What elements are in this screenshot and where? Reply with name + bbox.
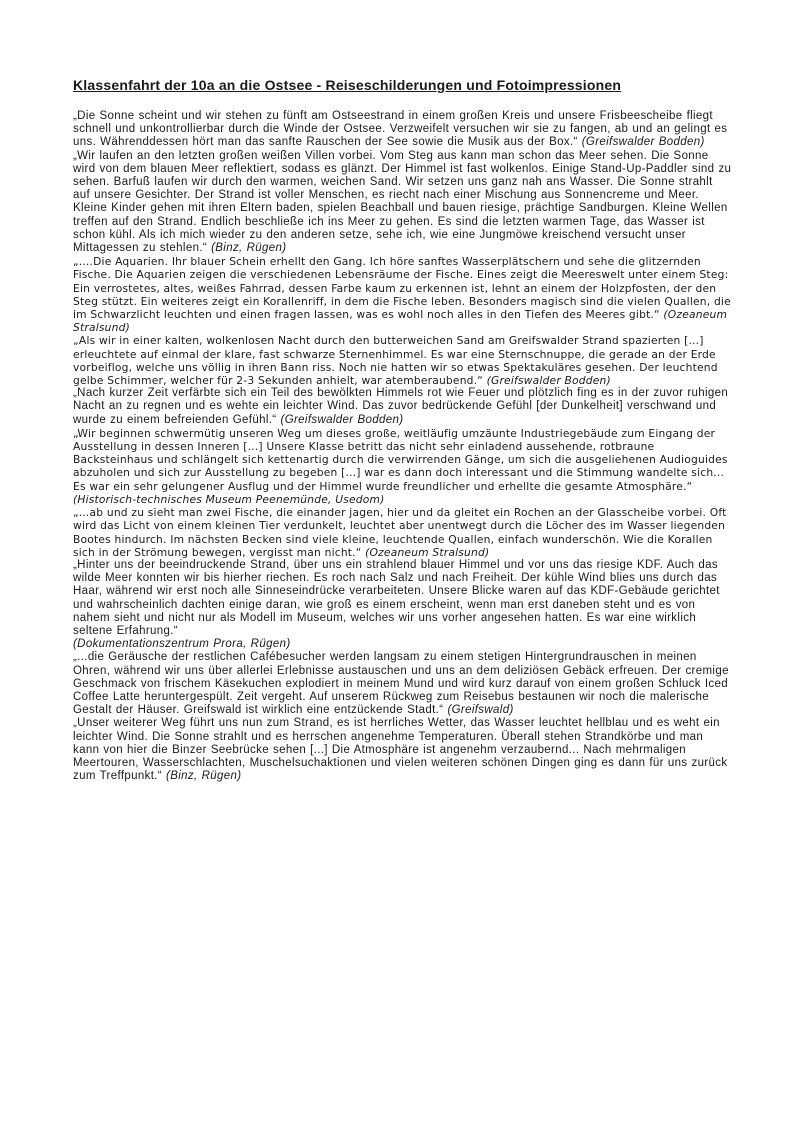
quote-text: „Wir beginnen schwermütig unseren Weg um dieses große, weitläufig umzäunte Industriegebäude zum Eingang der Ausstellung in dessen Inneren [...] Unsere Klasse betritt das nicht sehr einladend aussehende, rotbraune Backsteinhaus und schlängelt sich kettenartig durch die verwirrenden Gänge, um sich die ausgeliehenen Audioguides abzuholen und sich zur Ausstellung zu begeben [...] war es dann doch interessant und die Stimmung wandelte sich... Es war ein sehr gelungener Ausflug und der Himmel wurde freundlicher und erhellte die gesamte Atmosphäre.“ — [73, 426, 728, 493]
quote-paragraph — [73, 255, 733, 334]
quote-paragraph — [73, 334, 733, 387]
quote-text: „Die Sonne scheint und wir stehen zu fünft am Ostseestrand in einem großen Kreis und unsere Frisbeescheibe fliegt schnell und unkontrollierbar durch die Winde der Ostsee. Verzweifelt versuchen wir sie zu fangen, ab und an gelingt es uns. Währenddessen hört man das sanfte Rauschen der See sowie die Musik aus der Box.“ — [73, 110, 728, 149]
quote-paragraph — [73, 651, 733, 717]
document-title: Klassenfahrt der 10a an die Ostsee - Reiseschilderungen und Fotoimpressionen — [73, 77, 622, 93]
quote-attribution: (Greifswalder Bodden) — [486, 374, 611, 388]
document-body — [73, 110, 733, 783]
quote-attribution: (Ozeaneum Stralsund) — [73, 308, 728, 335]
quote-paragraph — [73, 717, 733, 783]
quote-paragraph — [73, 150, 733, 256]
quote-text: „...ab und zu sieht man zwei Fische, die einander jagen, hier und da gleitet ein Rochen an der Glasscheibe vorbei. Oft wird das Licht von einem kleinen Tier verdunkelt, leuchtet aber unentwegt durch die Löcher des im Wasser liegenden Bootes hindurch. Im nächsten Becken sind viele kleine, leuchtende Quallen, einfach wunderschön. Wie die Korallen sich in der Strömung bewegen, vergisst man nicht.“ — [73, 506, 727, 559]
quote-text: „Wir laufen an den letzten großen weißen Villen vorbei. Vom Steg aus kann man schon das Meer sehen. Die Sonne wird von dem blauen Meer reflektiert, sodass es glänzt. Der Himmel ist fast wolkenlos. Einige Stand-Up-Paddler sind zu sehen. Barfuß laufen wir durch den warmen, weichen Sand. Wir setzen uns ganz nah ans Wasser. Die Sonne strahlt auf unsere Gesichter. Der Strand ist voller Menschen, es riecht nach einer Mischung aus Sonnencreme und Meer. Kleine Kinder gehen mit ihren Eltern baden, spielen Beachball und bauen riesige, prächtige Sandburgen. Kleine Wellen treffen auf den Strand. Endlich beschließe ich ins Meer zu gehen. Es sind die letzten warmen Tage, das Wasser ist schon kühl. Als ich mich wieder zu den anderen setze, sehe ich, wie eine Jungmöwe kreischend versucht unser Mittagessen zu stehlen.“ — [73, 149, 732, 255]
quote-paragraph — [73, 427, 733, 506]
quote-text: „Hinter uns der beeindruckende Strand, über uns ein strahlend blauer Himmel und vor uns das riesige KDF. Auch das wilde Meer konnten wir bis hierher riechen. Es roch nach Salz und nach Freiheit. Der kühle Wind blies uns durch das Haar, während wir erst noch alle Sinneseindrücke verarbeiteten. Unsere Blicke waren auf das KDF-Gebäude gerichtet und wahrscheinlich dachten einige daran, wie groß es einem erscheint, wenn man erst daneben steht und es von nahem sieht und nicht nur als Modell im Museum, welches wir uns vorher angesehen hatten. Es war eine wirklich seltene Erfahrung.“ — [73, 558, 720, 637]
quote-attribution: (Greifswald) — [447, 704, 514, 717]
quote-attribution: (Dokumentationszentrum Prora, Rügen) — [73, 638, 291, 651]
quote-text: „Als wir in einer kalten, wolkenlosen Nacht durch den butterweichen Sand am Greifswalder Strand spazierten [...] erleuchtete auf einmal der klare, fast schwarze Sternenhimmel. Es war eine Sternschnuppe, die gerade an der Erde vorbeiflog, welche uns völlig in ihren Bann riss. Noch nie hatten wir so etwas Spektakuläres gesehen. Der leuchtend gelbe Schimmer, welcher für 2-3 Sekunden anhielt, war atemberaubend.“ — [73, 334, 718, 388]
quote-attribution: (Greifswalder Bodden) — [581, 136, 705, 149]
quote-attribution: (Binz, Rügen) — [166, 770, 242, 783]
document-page — [73, 77, 733, 783]
quote-attribution: (Historisch-technisches Museum Peenemünde, Usedom) — [73, 492, 385, 506]
quote-text: „Nach kurzer Zeit verfärbte sich ein Teil des bewölkten Himmels rot wie Feuer und plötzlich fing es in der zuvor ruhigen Nacht an zu regnen und es wehte ein leichter Wind. Das zuvor bedrückende Gefühl [der Dunkelheit] verschwand und wurde zu einem befreienden Gefühl.“ — [73, 387, 729, 426]
quote-attribution: (Greifswalder Bodden) — [280, 413, 404, 426]
quote-text: „...die Geräusche der restlichen Cafébesucher werden langsam zu einem stetigen Hintergrundrauschen in meinen Ohren, während wir uns über allerlei Erlebnisse austauschen und uns an dem deliziösen Gebäck erfreuen. Der cremige Geschmack von frischem Käsekuchen explodiert in meinem Mund und wird kurz darauf von einem großen Schluck Iced Coffee Latte heruntergespült. Zeit vergeht. Auf unserem Rückweg zum Reisebus bestaunen wir noch die malerische Gestalt der Häuser. Greifswald ist wirklich eine entzückende Stadt.“ — [73, 651, 729, 717]
quote-text: „Unser weiterer Weg führt uns nun zum Strand, es ist herrliches Wetter, das Wasser leuchtet hellblau und es weht ein leichter Wind. Die Sonne strahlt und es herrschen angenehme Temperaturen. Überall stehen Strandkörbe und man kann von hier die Binzer Seebrücke sehen [...] Die Atmosphäre ist angenehm verzaubernd... Nach mehrmaligen Meertouren, Wasserschlachten, Muschelsuchaktionen und vielen weiteren schönen Dingen ging es dann für uns zurück zum Treffpunkt.“ — [73, 717, 728, 783]
quote-attribution: (Binz, Rügen) — [211, 242, 287, 255]
quote-paragraph — [73, 387, 733, 427]
quote-attribution: (Ozeaneum Stralsund) — [365, 545, 490, 559]
quote-text: „....Die Aquarien. Ihr blauer Schein erhellt den Gang. Ich höre sanftes Wasserplätschern und sehe die glitzernden Fische. Die Aquarien zeigen die verschiedenen Lebensräume der Fische. Eines zeigt die Meereswelt unter einem Steg: Ein verrostetes, altes, weißes Fahrrad, dessen Farbe kaum zu erkennen ist, lehnt an einem der Holzpfosten, der den Steg stützt. Ein weiteres zeigt ein Korallenriff, in dem die Fische leben. Besonders magisch sind die vielen Quallen, die im Schwarzlicht leuchten und einen fragen lassen, was es wohl noch alles in den Tiefen des Meeres gibt.“ — [73, 255, 731, 322]
quote-paragraph — [73, 110, 733, 150]
quote-paragraph — [73, 559, 733, 651]
quote-paragraph — [73, 506, 733, 559]
